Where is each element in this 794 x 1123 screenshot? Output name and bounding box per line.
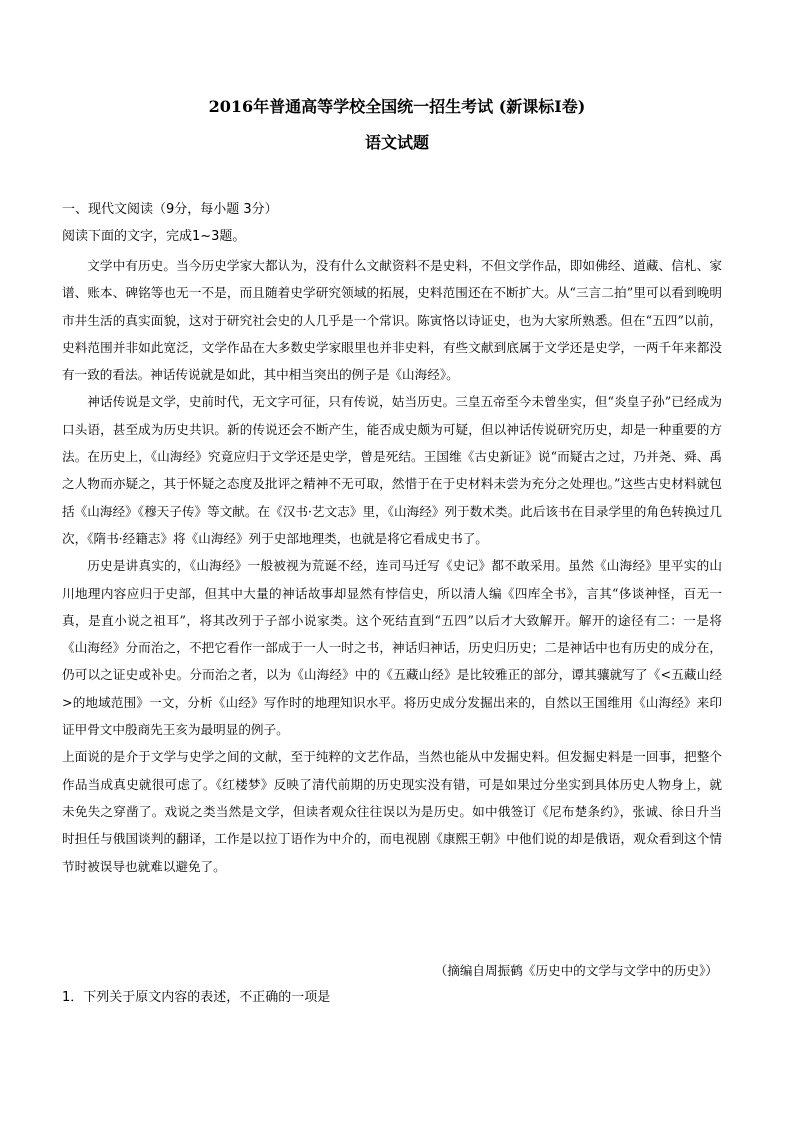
passage-paragraph: 文学中有历史。当今历史学家大都认为，没有什么文献资料不是史料，不但文学作品，即如佛经、道藏、信札、家谱、账本、碑铭等也无一不是，而且随着史学研究领域的拓展，史料范围还在不断扩大。从“三言二拍”里可以看到晚明市井生活的真实面貌，这对于研究社会史的人几乎是一个常识。陈寅恪以诗证史，也为大家所熟悉。但在“五四”以前，史料范围并非如此宽泛，文学作品在大多数史学家眼里也并非史料，有些文献到底属于文学还是史学，一两千年来都没有一致的看法。神话传说就是如此，其中相当突出的例子是《山海经》。 (62, 258, 722, 383)
passage-paragraph: 神话传说是文学，史前时代，无文字可征，只有传说，姑当历史。三皇五帝至今未曾坐实，但“炎皇子孙”已经成为口头语，甚至成为历史共识。新的传说还会不断产生，能否成史颇为可疑，但以神话传说研究历史，却是一种重要的方法。在历史上，《山海经》究竟应归于文学还是史学，曾是死结。王国维《古史新证》说“而疑古之过，乃并尧、舜、禹之人物而亦疑之，其于怀疑之态度及批评之精神不无可取，然惜于在于史材料未尝为充分之处理也。”这些古史材料就包括《山海经》《穆天子传》等文献。在《汉书·艺文志》里，《山海经》列于数术类。此后该书在目录学里的角色转换过几次，《隋书·经籍志》将《山海经》列于史部地理类，也就是将它看成史书了。 (62, 394, 722, 546)
reading-passage (62, 252, 722, 880)
exam-title: 2016年普通高等学校全国统一招生考试 (新课标Ⅰ卷) (208, 97, 586, 116)
passage-paragraph: 历史是讲真实的，《山海经》一般被视为荒诞不经，连司马迁写《史记》都不敢采用。虽然《山海经》里平实的山川地理内容应归于史部，但其中大量的神话故事却显然有悖信史，所以清人编《四库全书》，言其“侈谈神怪，百无一真，是直小说之祖耳”，将其改列于子部小说家类。这个死结直到“五四”以后才大致解开。解开的途径有二：一是将《山海经》分而治之，不把它看作一部成于一人一时之书，神话归神话，历史归历史；二是神话中也有历史的成分在，仍可以之证史或补史。分而治之者，以为《山海经》中的《五藏山经》是比较雅正的部分，谭其骧就写了《<五藏山经>的地域范围》一文，分析《山经》写作时的地理知识水平。将历史成分发掘出来的，自然以王国维用《山海经》来印证甲骨文中殷商先王亥为最明显的例子。 (62, 558, 722, 738)
section-heading: 一、现代文阅读（9分，每小题 3分） (62, 202, 278, 217)
reading-instruction: 阅读下面的文字，完成1~3题。 (62, 229, 246, 244)
question-1: 1．下列关于原文内容的表述，不正确的一项是 (62, 990, 331, 1005)
passage-source: （摘编自周振鹤《历史中的文学与文学中的历史》） (434, 963, 718, 978)
passage-paragraph: 上面说的是介于文学与史学之间的文献，至于纯粹的文艺作品，当然也能从中发掘史料。但发掘史料是一回事，把整个作品当成真史就很可虑了。《红楼梦》反映了清代前期的历史现实没有错，可是如果过分坐实到具体历史人物身上，就未免失之穿凿了。戏说之类当然是文学，但读者观众往往误以为是历史。如中俄签订《尼布楚条约》，张诚、徐日升当时担任与俄国谈判的翻译，工作是以拉丁语作为中介的，而电视剧《康熙王朝》中他们说的却是俄语，观众看到这个情节时被误导也就难以避免了。 (62, 749, 722, 874)
exam-subtitle: 语文试题 (364, 133, 429, 152)
